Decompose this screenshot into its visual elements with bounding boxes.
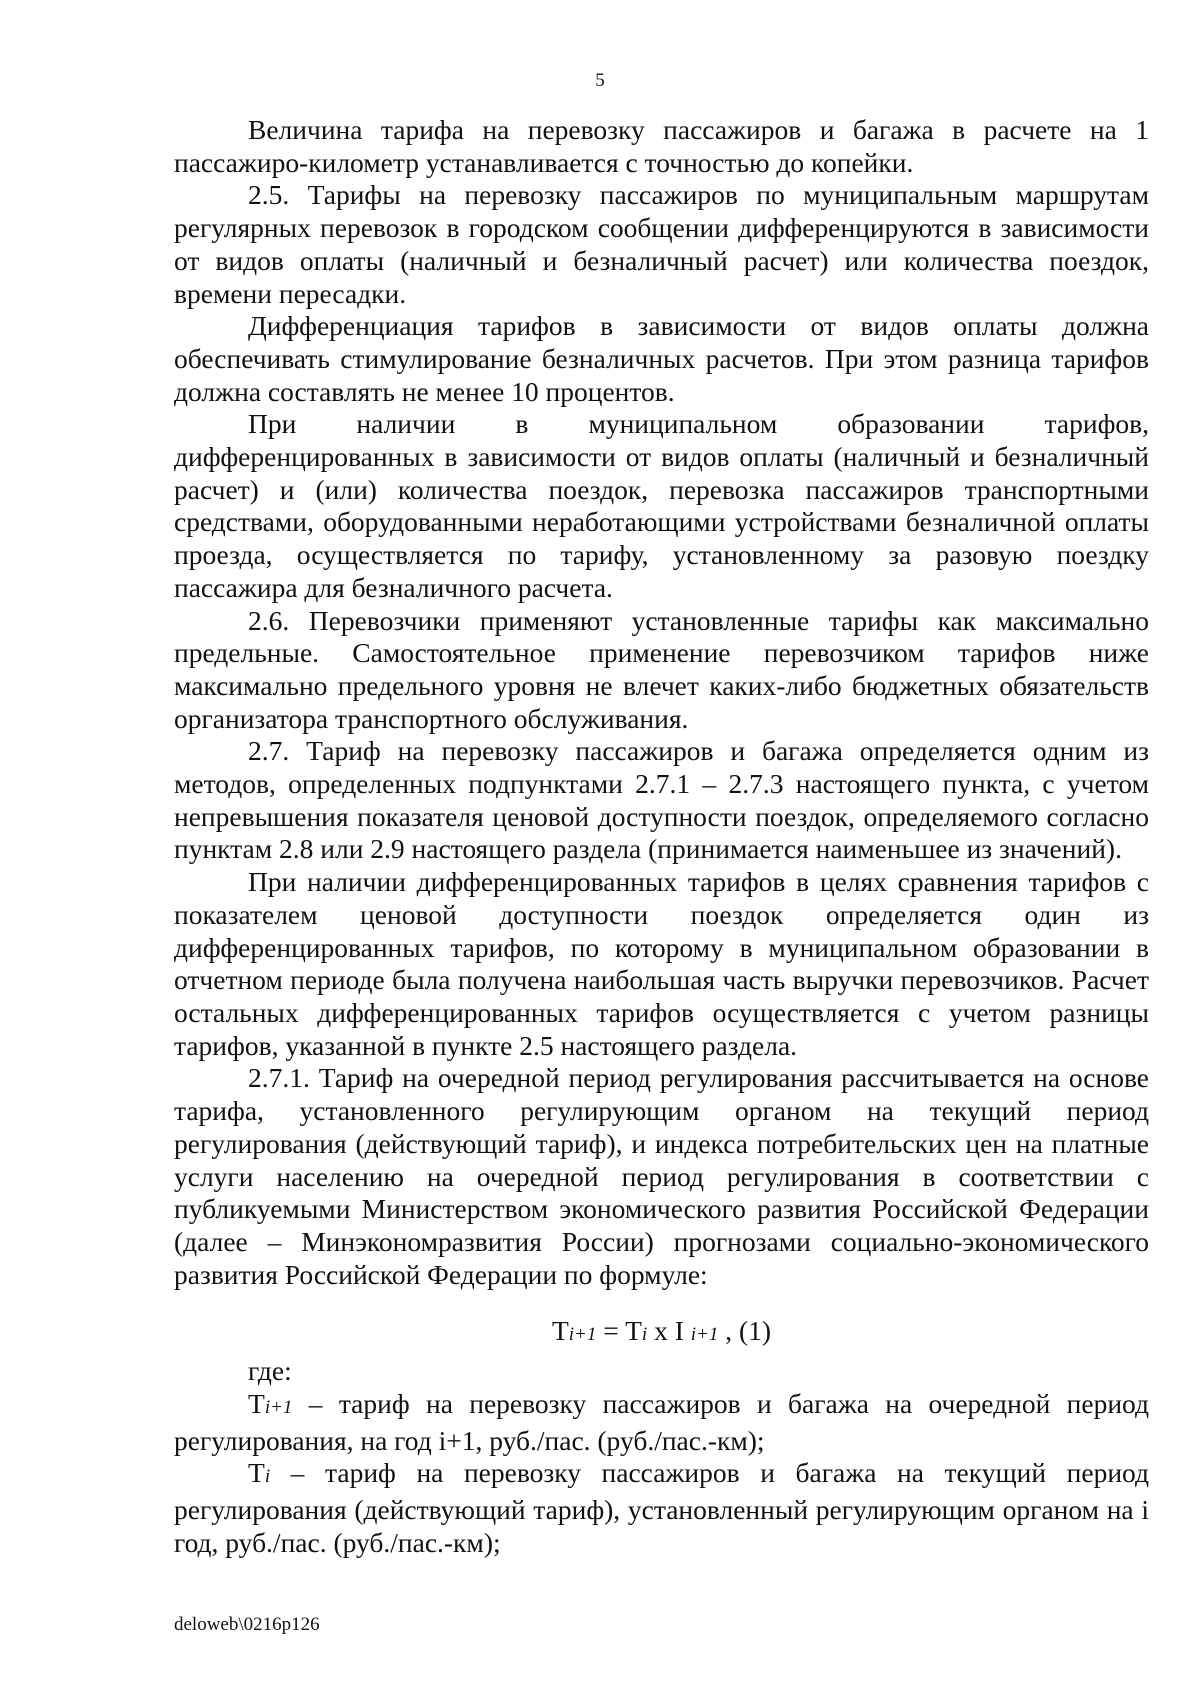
formula-symbol-t: T: [551, 1315, 569, 1347]
formula-subscript: i: [641, 1324, 648, 1346]
where-label: где:: [248, 1355, 292, 1387]
formula-subscript: i+1: [690, 1324, 719, 1346]
paragraph-differentiation: Дифференциация тарифов в зависимости от видов оплаты должна обеспечивать стимулирование безналичных расчетов. При этом разница тарифов должна составлять не менее 10 процентов.: [174, 310, 1149, 407]
formula-1: [174, 1315, 1149, 1351]
paragraph-differentiated-comparison: При наличии дифференцированных тарифов в целях сравнения тарифов с показателем ценовой доступности поездок определяется один из дифференцированных тарифов, по которому в муниципальном образовании в отчетном периоде была получена наибольшая часть выручки перевозчиков. Расчет остальных дифференцированных тарифов осуществляется с учетом разницы тарифов, указанной в пункте 2.5 настоящего раздела.: [174, 866, 1149, 1061]
document-body: [174, 114, 1149, 1560]
formula-multiply: x I: [647, 1315, 691, 1347]
definition-subscript: i+1: [264, 1397, 293, 1419]
paragraph-tariff-precision: Величина тарифа на перевозку пассажиров и багажа в расчете на 1 пассажиро-километр устанавливается с точностью до копейки.: [174, 114, 1149, 178]
paragraph-2-5: 2.5. Тарифы на перевозку пассажиров по муниципальным маршрутам регулярных перевозок в городском сообщении дифференцируются в зависимости от видов оплаты (наличный и безналичный расчет) или количества поездок, времени пересадки.: [174, 179, 1149, 309]
definition-subscript: i: [264, 1466, 271, 1488]
definition-symbol: T: [248, 1388, 265, 1420]
definition-t-current: [174, 1457, 1149, 1559]
paragraph-2-7-1: 2.7.1. Тариф на очередной период регулирования рассчитывается на основе тарифа, установленного регулирующим органом на текущий период регулирования (действующий тариф), и индекса потребительских цен на платные услуги населению на очередной период регулирования в соответствии с публикуемыми Министерством экономического развития Российской Федерации (далее – Минэкономразвития России) прогнозами социально-экономического развития Российской Федерации по формуле:: [174, 1062, 1149, 1290]
formula-number: , (1): [718, 1315, 772, 1347]
paragraph-2-7: 2.7. Тариф на перевозку пассажиров и багажа определяется одним из методов, определенных подпунктами 2.7.1 – 2.7.3 настоящего пункта, с учетом непревышения показателя ценовой доступности поездок, определяемого согласно пунктам 2.8 или 2.9 настоящего раздела (принимается наименьшее из значений).: [174, 735, 1149, 865]
page-number: 5: [595, 70, 605, 91]
paragraph-2-6: 2.6. Перевозчики применяют установленные тарифы как максимально предельные. Самостоятельное применение перевозчиком тарифов ниже максимально предельного уровня не влечет каких-либо бюджетных обязательств организатора транспортного обслуживания.: [174, 604, 1149, 734]
definition-symbol: T: [248, 1457, 265, 1489]
definition-text: – тариф на перевозку пассажиров и багажа на текущий период регулирования (действующий тариф), установленный регулирующим органом на i год, руб./пас. (руб./пас.-км);: [174, 1457, 1149, 1558]
formula-equals: = T: [596, 1315, 642, 1347]
formula-subscript: i+1: [568, 1324, 597, 1346]
paragraph-cashless-devices: При наличии в муниципальном образовании тарифов, дифференцированных в зависимости от видов оплаты (наличный и безналичный расчет) и (или) количества поездок, перевозка пассажиров транспортными средствами, оборудованными неработающими устройствами безналичной оплаты проезда, осуществляется по тарифу, установленному за разовую поездку пассажира для безналичного расчета.: [174, 408, 1149, 603]
footer-file-code: deloweb\0216p126: [174, 1614, 320, 1635]
definition-t-next: [174, 1388, 1149, 1457]
definition-text: – тариф на перевозку пассажиров и багажа на очередной период регулирования, на год i+1, руб./пас. (руб./пас.-км);: [174, 1388, 1149, 1456]
